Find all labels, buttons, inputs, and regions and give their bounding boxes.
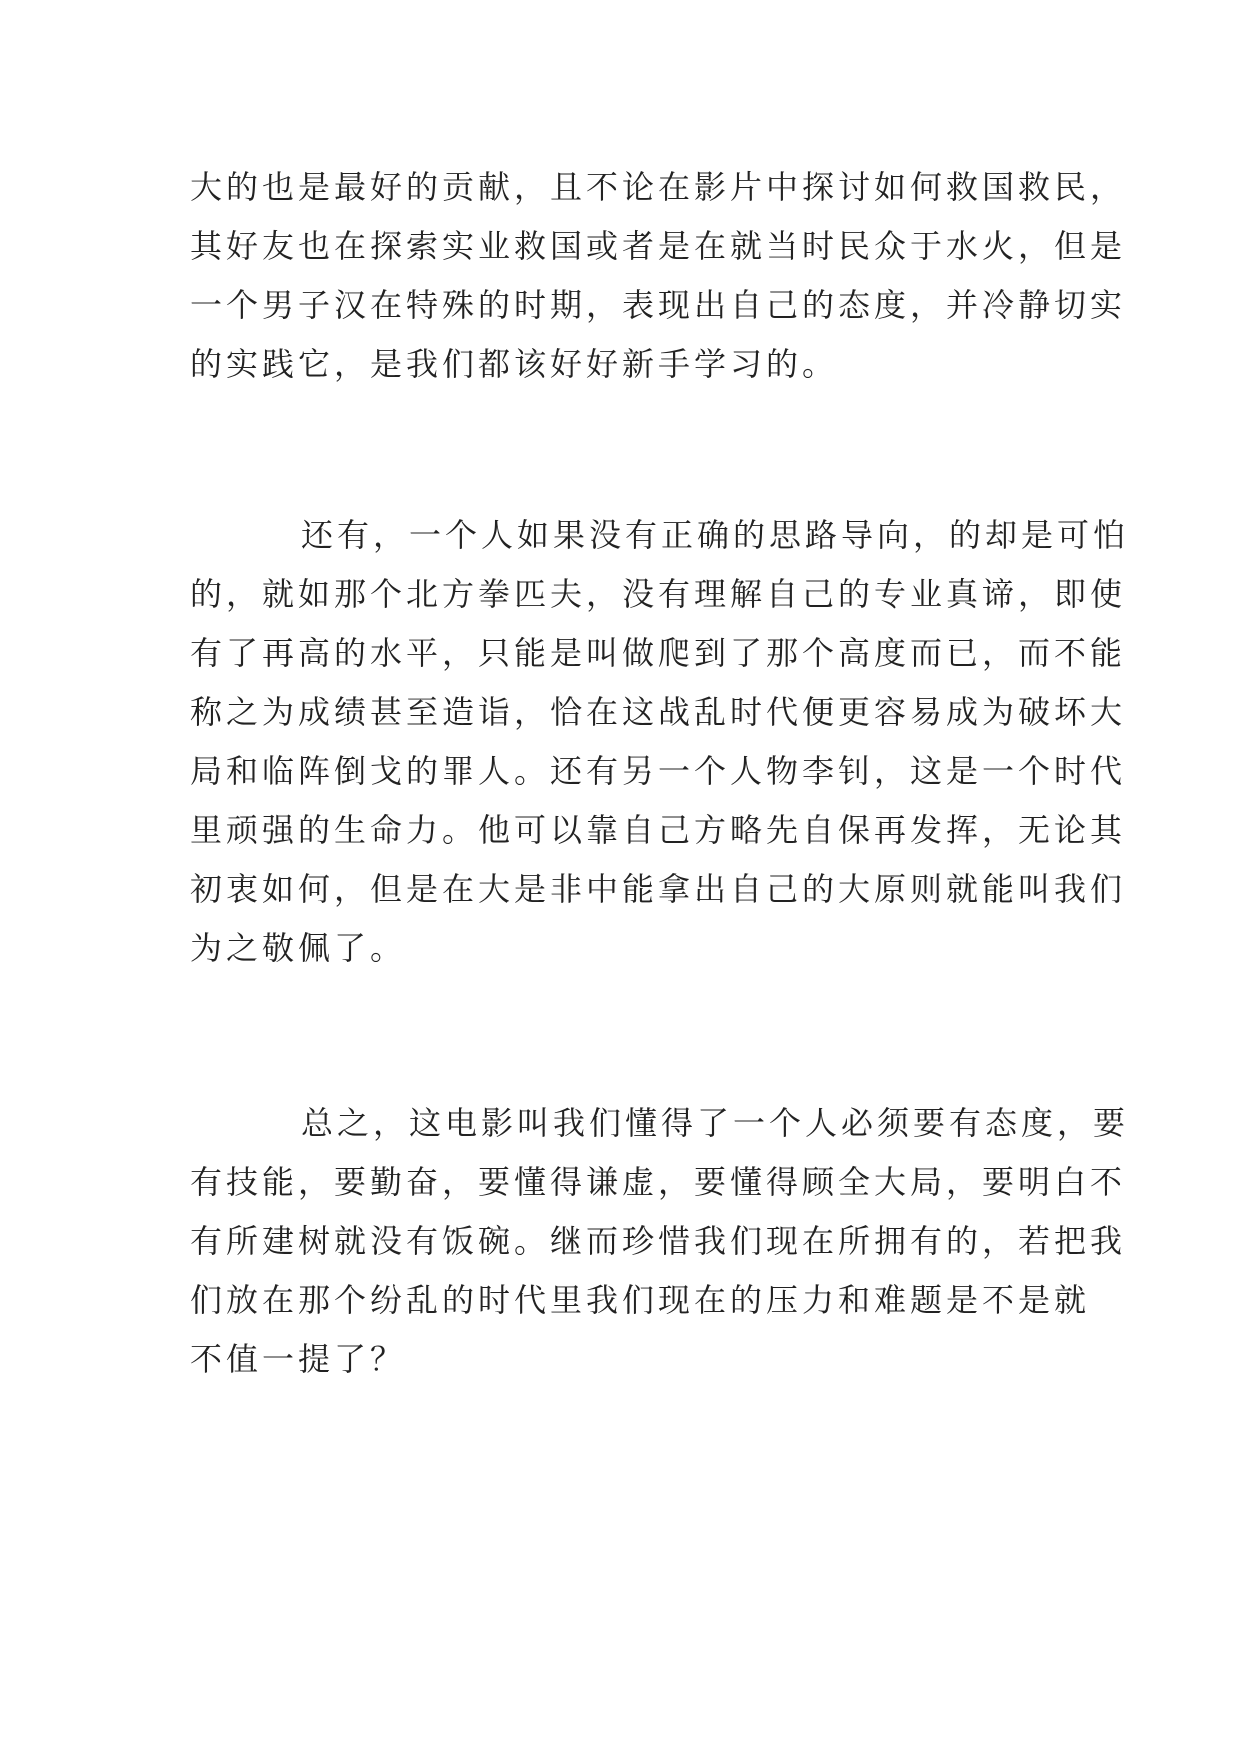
text-line: 里顽强的生命力。他可以靠自己方略先自保再发挥，无论其 [190, 811, 1127, 849]
text-line: 们放在那个纷乱的时代里我们现在的压力和难题是不是就 [190, 1281, 1091, 1319]
text-line: 大的也是最好的贡献，且不论在影片中探讨如何救国救民， [190, 168, 1127, 206]
paragraph-3 [190, 1094, 1129, 1389]
text-line: 的实践它，是我们都该好好新手学习的。 [190, 345, 839, 383]
text-line: 还有，一个人如果没有正确的思路导向，的却是可怕 [301, 516, 1130, 554]
text-line: 有技能，要勤奋，要懂得谦虚，要懂得顾全大局，要明白不 [190, 1163, 1127, 1201]
text-line: 不值一提了？ [190, 1340, 407, 1378]
text-line: 为之敬佩了。 [190, 929, 407, 967]
text-line: 的，就如那个北方拳匹夫，没有理解自己的专业真谛，即使 [190, 575, 1127, 613]
text-line: 总之，这电影叫我们懂得了一个人必须要有态度，要 [301, 1104, 1130, 1142]
text-line: 初衷如何，但是在大是非中能拿出自己的大原则就能叫我们 [190, 870, 1127, 908]
paragraph-1 [190, 158, 1126, 394]
paragraph-2 [190, 506, 1129, 978]
text-line: 称之为成绩甚至造诣，恰在这战乱时代便更容易成为破坏大 [190, 693, 1127, 731]
text-line: 有所建树就没有饭碗。继而珍惜我们现在所拥有的，若把我 [190, 1222, 1127, 1260]
text-line: 局和临阵倒戈的罪人。还有另一个人物李钊，这是一个时代 [190, 752, 1127, 790]
text-line: 其好友也在探索实业救国或者是在就当时民众于水火，但是 [190, 227, 1127, 265]
text-line: 一个男子汉在特殊的时期，表现出自己的态度，并冷静切实 [190, 286, 1127, 324]
text-line: 有了再高的水平，只能是叫做爬到了那个高度而已，而不能 [190, 634, 1127, 672]
